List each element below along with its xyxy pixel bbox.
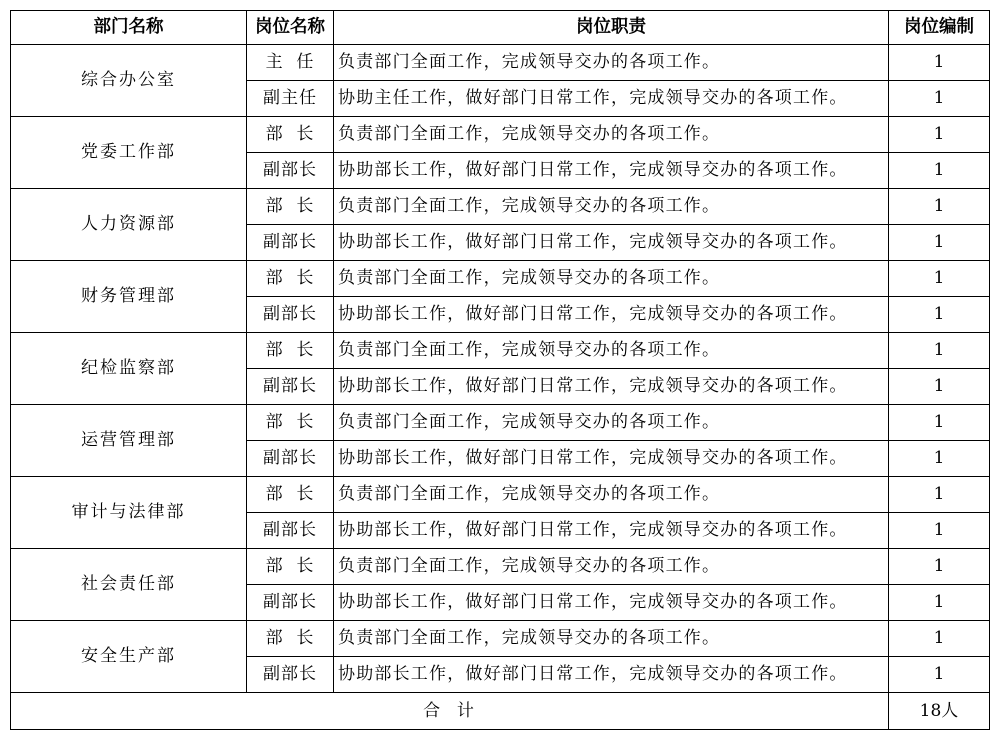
position-title-cell: 副部长 — [247, 441, 334, 477]
total-row — [11, 693, 990, 730]
position-title-cell: 主 任 — [247, 45, 334, 81]
position-duty-cell: 负责部门全面工作，完成领导交办的各项工作。 — [334, 621, 889, 657]
position-quota-cell: 1 — [889, 261, 990, 297]
position-quota-cell: 1 — [889, 657, 990, 693]
position-quota-cell: 1 — [889, 585, 990, 621]
position-title-cell: 部 长 — [247, 405, 334, 441]
position-quota-cell: 1 — [889, 333, 990, 369]
table-row — [11, 405, 990, 441]
table-row — [11, 477, 990, 513]
table-row — [11, 261, 990, 297]
header-position-duty: 岗位职责 — [334, 11, 889, 45]
position-title-cell: 部 长 — [247, 477, 334, 513]
position-duty-cell: 负责部门全面工作，完成领导交办的各项工作。 — [334, 261, 889, 297]
position-title-cell: 部 长 — [247, 261, 334, 297]
position-quota-cell: 1 — [889, 621, 990, 657]
department-name-cell: 财务管理部 — [11, 261, 247, 333]
position-quota-cell: 1 — [889, 441, 990, 477]
header-position-name: 岗位名称 — [247, 11, 334, 45]
position-title-cell: 部 长 — [247, 117, 334, 153]
position-duty-cell: 协助部长工作，做好部门日常工作，完成领导交办的各项工作。 — [334, 585, 889, 621]
department-name-cell: 党委工作部 — [11, 117, 247, 189]
position-duty-cell: 负责部门全面工作，完成领导交办的各项工作。 — [334, 45, 889, 81]
total-label: 合 计 — [11, 693, 889, 730]
position-title-cell: 副部长 — [247, 585, 334, 621]
position-quota-cell: 1 — [889, 81, 990, 117]
position-title-cell: 副主任 — [247, 81, 334, 117]
position-title-cell: 副部长 — [247, 297, 334, 333]
position-quota-cell: 1 — [889, 513, 990, 549]
position-title-cell: 部 长 — [247, 333, 334, 369]
position-title-cell: 副部长 — [247, 225, 334, 261]
department-name-cell: 审计与法律部 — [11, 477, 247, 549]
position-quota-cell: 1 — [889, 477, 990, 513]
position-duty-cell: 负责部门全面工作，完成领导交办的各项工作。 — [334, 333, 889, 369]
position-quota-cell: 1 — [889, 225, 990, 261]
position-quota-cell: 1 — [889, 117, 990, 153]
position-title-cell: 副部长 — [247, 513, 334, 549]
position-quota-cell: 1 — [889, 45, 990, 81]
position-title-cell: 部 长 — [247, 549, 334, 585]
position-duty-cell: 协助部长工作，做好部门日常工作，完成领导交办的各项工作。 — [334, 513, 889, 549]
position-duty-cell: 协助部长工作，做好部门日常工作，完成领导交办的各项工作。 — [334, 153, 889, 189]
position-duty-cell: 负责部门全面工作，完成领导交办的各项工作。 — [334, 549, 889, 585]
position-duty-cell: 负责部门全面工作，完成领导交办的各项工作。 — [334, 117, 889, 153]
table-row — [11, 189, 990, 225]
position-quota-cell: 1 — [889, 405, 990, 441]
position-quota-cell: 1 — [889, 189, 990, 225]
position-duty-cell: 负责部门全面工作，完成领导交办的各项工作。 — [334, 405, 889, 441]
department-name-cell: 安全生产部 — [11, 621, 247, 693]
position-title-cell: 副部长 — [247, 369, 334, 405]
position-duty-cell: 协助主任工作，做好部门日常工作，完成领导交办的各项工作。 — [334, 81, 889, 117]
staffing-table-container — [10, 10, 990, 730]
department-name-cell: 纪检监察部 — [11, 333, 247, 405]
table-footer — [11, 693, 990, 730]
table-header — [11, 11, 990, 45]
department-name-cell: 人力资源部 — [11, 189, 247, 261]
position-title-cell: 副部长 — [247, 657, 334, 693]
department-name-cell: 运营管理部 — [11, 405, 247, 477]
header-department-name: 部门名称 — [11, 11, 247, 45]
table-row — [11, 117, 990, 153]
table-row — [11, 45, 990, 81]
position-duty-cell: 协助部长工作，做好部门日常工作，完成领导交办的各项工作。 — [334, 369, 889, 405]
position-duty-cell: 协助部长工作，做好部门日常工作，完成领导交办的各项工作。 — [334, 657, 889, 693]
header-row — [11, 11, 990, 45]
department-name-cell: 社会责任部 — [11, 549, 247, 621]
position-quota-cell: 1 — [889, 297, 990, 333]
position-duty-cell: 负责部门全面工作，完成领导交办的各项工作。 — [334, 477, 889, 513]
total-value: 18人 — [889, 693, 990, 730]
staffing-table — [10, 10, 990, 730]
table-body — [11, 45, 990, 693]
header-position-quota: 岗位编制 — [889, 11, 990, 45]
table-row — [11, 549, 990, 585]
table-row — [11, 621, 990, 657]
position-duty-cell: 协助部长工作，做好部门日常工作，完成领导交办的各项工作。 — [334, 441, 889, 477]
table-row — [11, 333, 990, 369]
position-duty-cell: 协助部长工作，做好部门日常工作，完成领导交办的各项工作。 — [334, 297, 889, 333]
position-title-cell: 副部长 — [247, 153, 334, 189]
position-title-cell: 部 长 — [247, 621, 334, 657]
position-duty-cell: 协助部长工作，做好部门日常工作，完成领导交办的各项工作。 — [334, 225, 889, 261]
position-quota-cell: 1 — [889, 369, 990, 405]
position-title-cell: 部 长 — [247, 189, 334, 225]
position-quota-cell: 1 — [889, 153, 990, 189]
position-quota-cell: 1 — [889, 549, 990, 585]
position-duty-cell: 负责部门全面工作，完成领导交办的各项工作。 — [334, 189, 889, 225]
department-name-cell: 综合办公室 — [11, 45, 247, 117]
